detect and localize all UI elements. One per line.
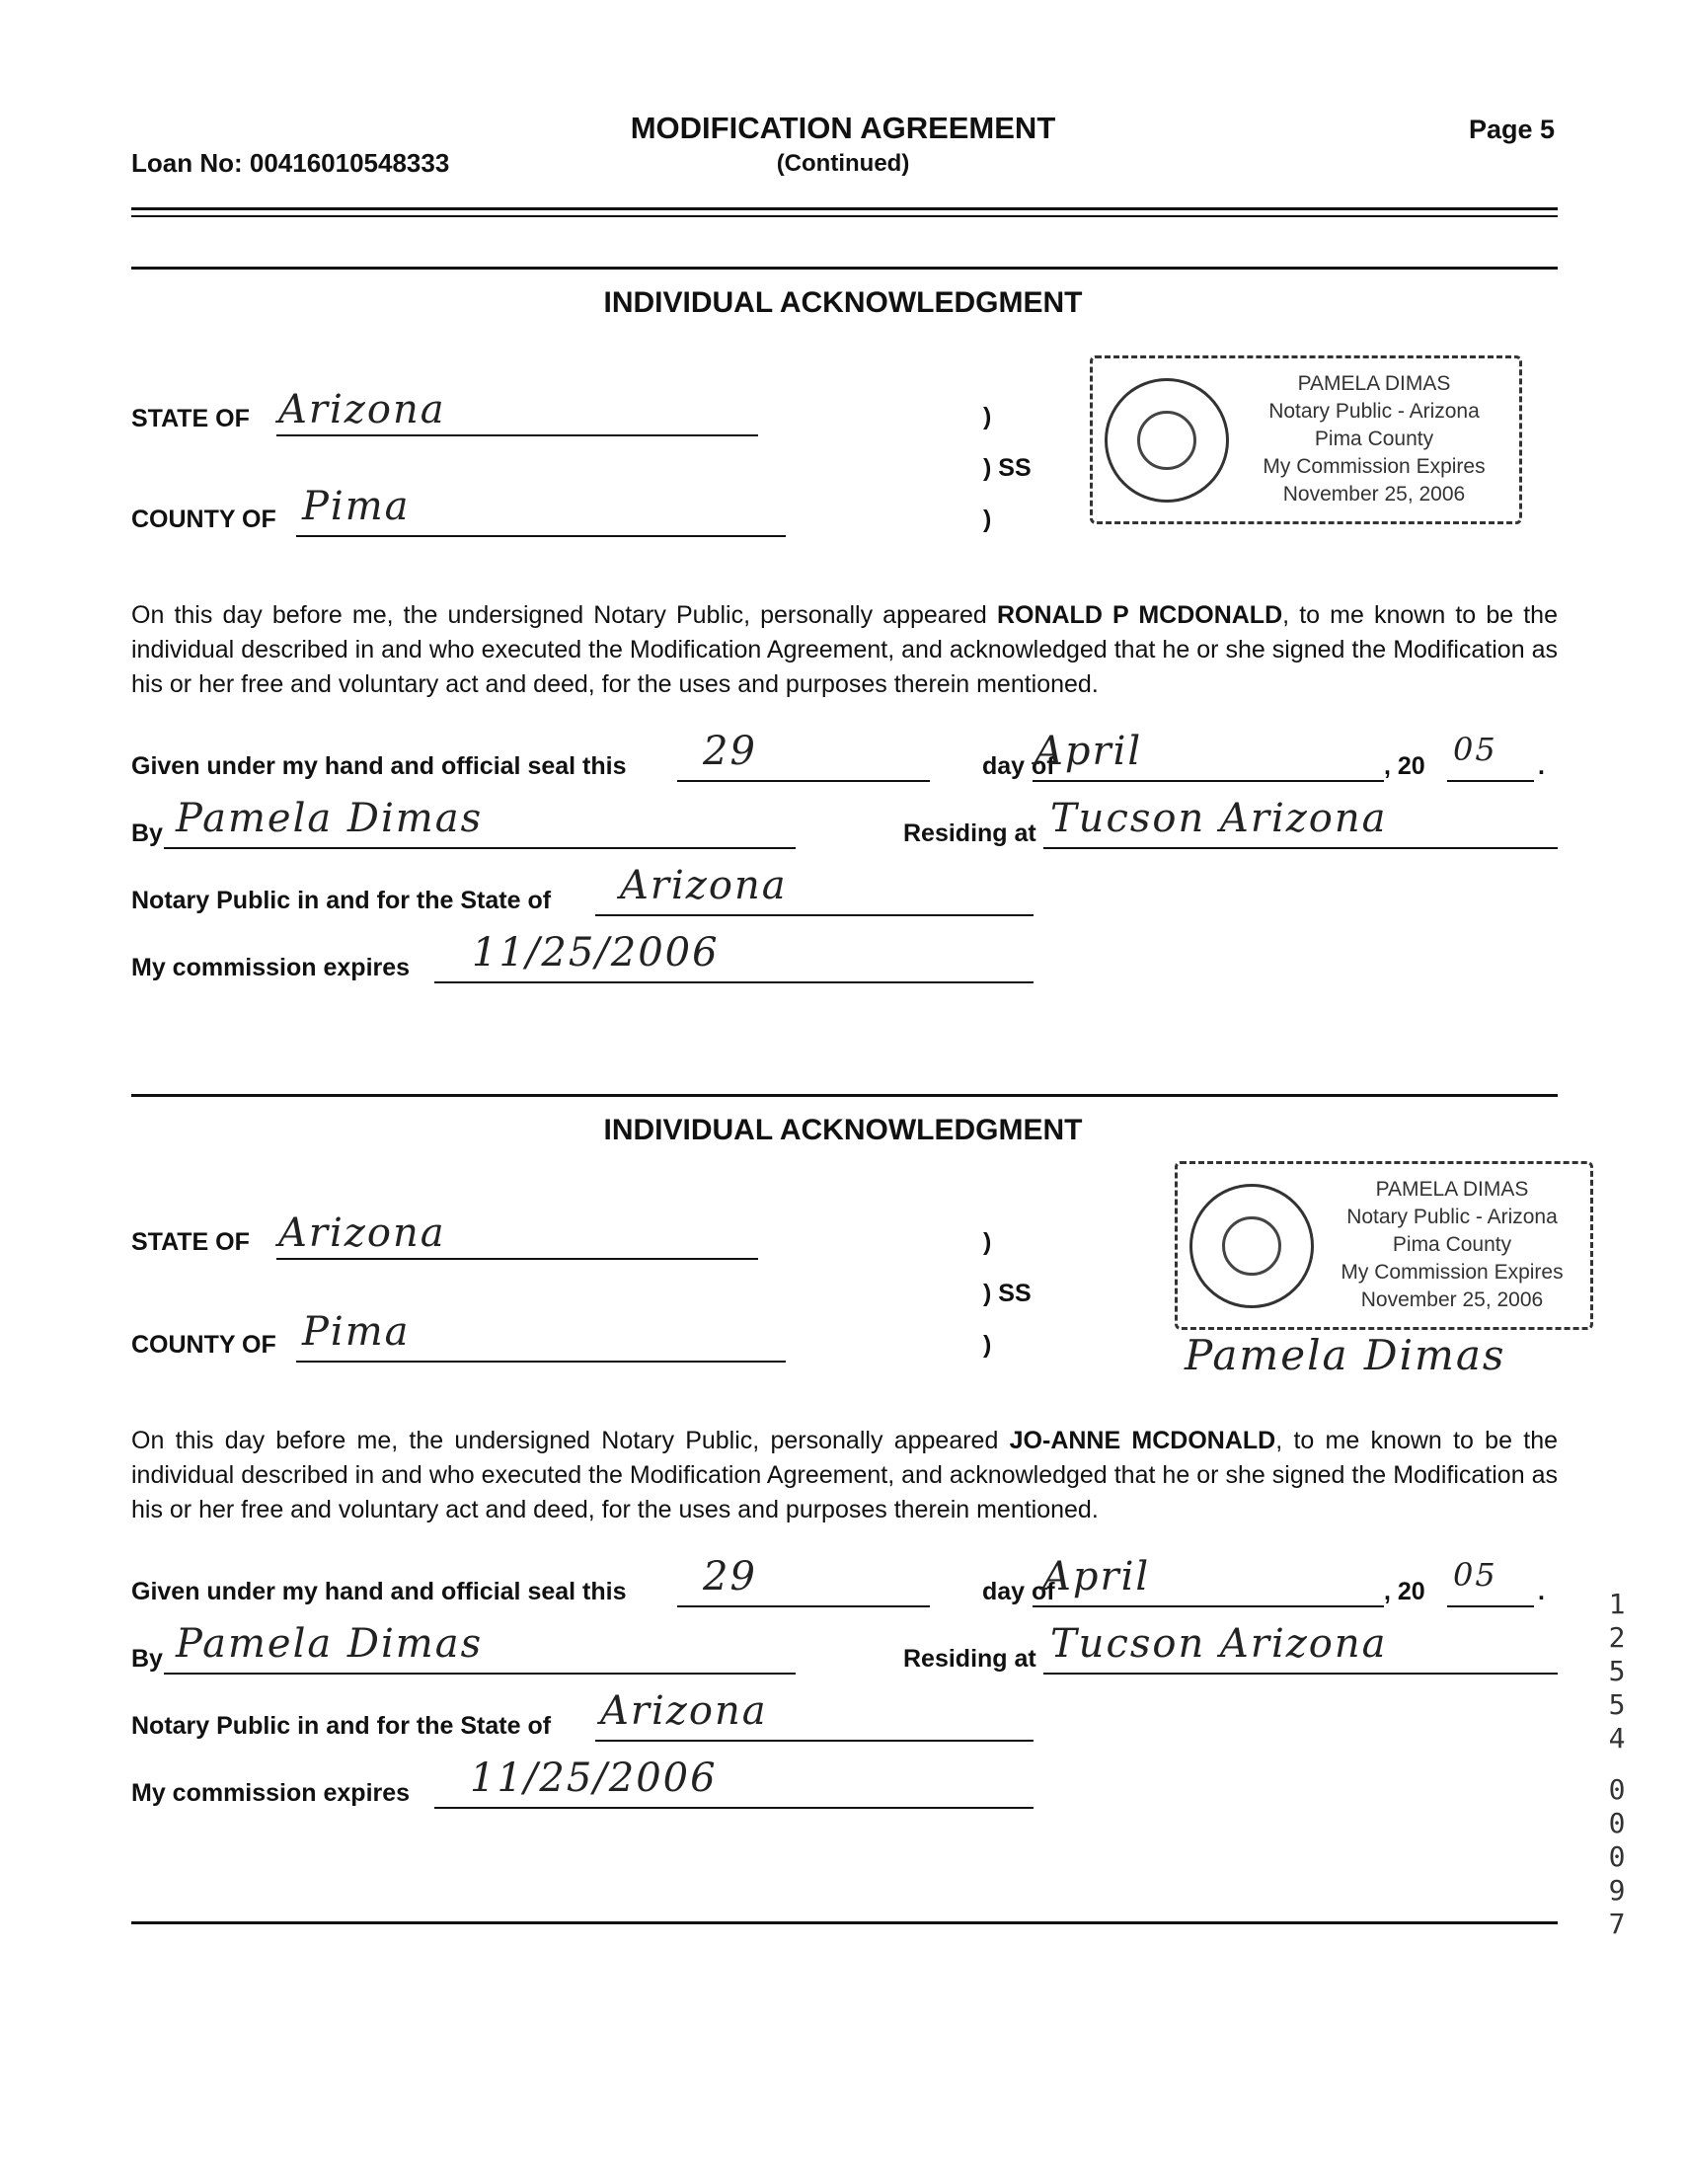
given-label: Given under my hand and official seal this [131,1578,627,1605]
commission-value: 11/25/2006 [470,1755,718,1801]
notary-state-label: Notary Public in and for the State of [131,1712,552,1740]
month-value: April [1035,729,1143,774]
document-title: MODIFICATION AGREEMENT [630,111,1056,145]
county-line [296,535,786,537]
state-of-label: STATE OF [131,1228,250,1256]
day-value: 29 [703,729,757,774]
loan-number: Loan No: 00416010548333 [131,148,450,178]
paren-top: ) [983,403,992,430]
year-value: 05 [1453,1556,1497,1594]
day-value: 29 [703,1554,757,1599]
notary-state-label: Notary Public in and for the State of [131,887,552,914]
residing-label: Residing at [903,819,1036,847]
county-of-label: COUNTY OF [131,1331,276,1359]
year-prefix: , 20 [1384,1578,1425,1605]
paragraph-intro: On this day before me, the undersigned Notary Public, personally appeared [131,601,987,629]
seal-line2: Notary Public - Arizona [1346,1206,1558,1228]
commission-label: My commission expires [131,1779,411,1807]
residing-value: Tucson Arizona [1050,1621,1388,1667]
notary-state-value: Arizona [620,863,788,908]
seal-line2: Notary Public - Arizona [1268,400,1480,423]
commission-line [434,981,1034,983]
seal-name: PAMELA DIMAS [1375,1178,1529,1201]
commission-line [434,1807,1034,1809]
by-signature: Pamela Dimas [176,796,484,841]
residing-line [1043,1673,1558,1675]
year-line [1447,1605,1534,1607]
digit: 0 [1608,1773,1626,1806]
paragraph-rest: , to me known to be the individual described in and who executed the Modification Agreement, and acknowledged that he or she signed the Modification as his or her free and voluntary act and deed, for the uses and purposes therein mentioned. [131,1427,1558,1523]
section-title: INDIVIDUAL ACKNOWLEDGMENT [603,286,1083,319]
county-value: Pima [302,484,411,529]
section-divider [131,267,1558,270]
seal-line4: My Commission Expires [1263,455,1486,478]
acknowledgment-paragraph [131,1424,1558,1527]
state-seal-icon [1105,378,1229,503]
by-line [164,847,796,849]
month-line [1033,780,1384,782]
appearing-person: JO-ANNE MCDONALD [1009,1427,1276,1454]
acknowledgment-paragraph [131,598,1558,702]
residing-line [1043,847,1558,849]
residing-value: Tucson Arizona [1050,796,1388,841]
state-of-label: STATE OF [131,405,250,432]
notary-seal [1090,355,1522,524]
month-value: April [1042,1554,1151,1599]
state-seal-icon [1189,1184,1314,1308]
digit: 5 [1608,1688,1626,1721]
notary-seal [1175,1161,1593,1330]
seal-line3: Pima County [1392,1233,1512,1256]
period: . [1538,1578,1545,1605]
by-label: By [131,819,163,847]
section-divider [131,1094,1558,1097]
section-title: INDIVIDUAL ACKNOWLEDGMENT [603,1114,1083,1146]
notary-state-line [595,1740,1034,1742]
seal-line4: My Commission Expires [1341,1261,1564,1284]
document-id-number [1603,1588,1631,1941]
digit: 7 [1608,1908,1626,1940]
day-of-label: day of [982,1578,1055,1605]
day-line [677,1605,930,1607]
state-value: Arizona [278,387,446,432]
seal-line3: Pima County [1314,428,1434,450]
commission-value: 11/25/2006 [472,930,720,975]
state-value: Arizona [278,1210,446,1256]
residing-label: Residing at [903,1645,1036,1673]
month-line [1033,1605,1384,1607]
paragraph-intro: On this day before me, the undersigned Notary Public, personally appeared [131,1427,999,1454]
notary-state-line [595,914,1034,916]
seal-line5: November 25, 2006 [1360,1288,1544,1311]
day-of-label: day of [982,752,1055,780]
state-line [276,1258,758,1260]
year-prefix: , 20 [1384,752,1425,780]
paren-bottom: ) [983,506,992,533]
commission-label: My commission expires [131,954,411,981]
notary-state-value: Arizona [600,1688,768,1734]
period: . [1538,752,1545,780]
by-line [164,1673,796,1675]
state-line [276,434,758,436]
paren-bottom: ) [983,1331,992,1359]
year-value: 05 [1453,731,1497,768]
county-value: Pima [302,1309,411,1355]
digit: 5 [1608,1655,1626,1687]
given-label: Given under my hand and official seal this [131,752,627,780]
digit: 4 [1608,1722,1626,1755]
page-number: Page 5 [1469,115,1556,144]
ss-label: ) SS [983,454,1032,482]
day-line [677,780,930,782]
section-divider [131,1921,1558,1924]
ss-label: ) SS [983,1280,1032,1307]
seal-line5: November 25, 2006 [1282,483,1466,506]
digit: 0 [1608,1807,1626,1839]
document-subtitle: (Continued) [776,150,910,177]
appearing-person: RONALD P MCDONALD [996,601,1283,629]
digit: 9 [1608,1874,1626,1907]
county-of-label: COUNTY OF [131,506,276,533]
header-rule-bottom [131,215,1558,217]
paren-top: ) [983,1228,992,1256]
digit: 0 [1608,1840,1626,1873]
seal-name: PAMELA DIMAS [1297,372,1451,395]
header-rule-top [131,207,1558,210]
year-line [1447,780,1534,782]
county-line [296,1361,786,1363]
seal-signature: Pamela Dimas [1185,1331,1506,1379]
by-signature: Pamela Dimas [176,1621,484,1667]
digit: 1 [1608,1588,1626,1620]
digit: 2 [1608,1621,1626,1654]
by-label: By [131,1645,163,1673]
paragraph-rest: , to me known to be the individual described in and who executed the Modification Agreement, and acknowledged that he or she signed the Modification as his or her free and voluntary act and deed, for the uses and purposes therein mentioned. [131,601,1558,698]
